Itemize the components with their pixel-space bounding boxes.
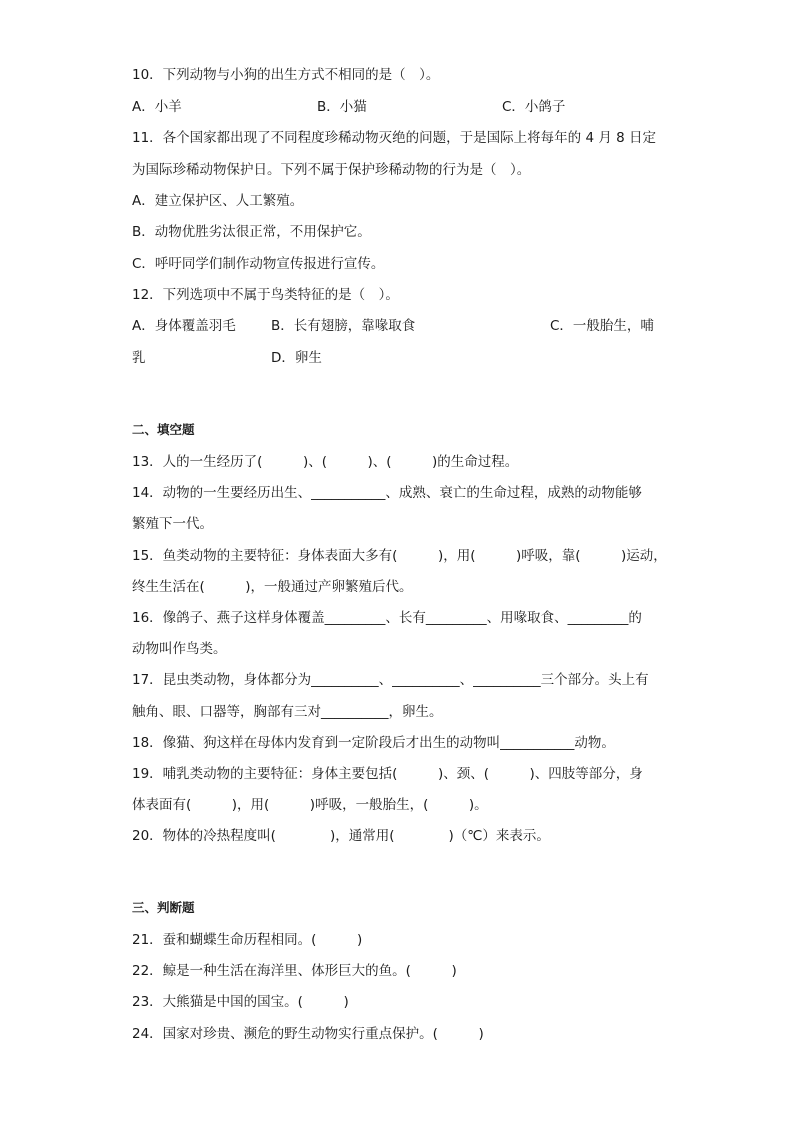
question-11-stem-line2: 为国际珍稀动物保护日。下列不属于保护珍稀动物的行为是（ ）。 [132,162,531,178]
question-11-option-a: A．建立保护区、人工繁殖。 [132,193,304,209]
option-b: B．小猫 [317,99,367,115]
question-15-line1: 15．鱼类动物的主要特征：身体表面大多有( )，用( )呼吸，靠( )运动， [132,548,667,564]
question-10-stem: 10．下列动物与小狗的出生方式不相同的是（ ）。 [132,67,440,83]
section-2-title: 二、填空题 [132,422,195,437]
question-17-line2: 触角、眼、口器等，胸部有三对__________，卵生。 [132,704,443,720]
question-13: 13．人的一生经历了( )、( )、( )的生命过程。 [132,454,519,470]
question-20: 20．物体的冷热程度叫( )，通常用( )（℃）来表示。 [132,828,550,844]
question-16-line1: 16．像鸽子、燕子这样身体覆盖_________、长有_________、用喙取食、_________的 [132,610,642,626]
option-c-continued: 乳 [132,350,146,366]
question-19-line1: 19．哺乳类动物的主要特征：身体主要包括( )、颈、( )、四肢等部分，身 [132,766,643,782]
question-19-line2: 体表面有( )，用( )呼吸，一般胎生，( )。 [132,797,488,813]
question-17-line1: 17．昆虫类动物，身体都分为__________、__________、__________三个部分。头上有 [132,672,649,688]
section-3-title: 三、判断题 [132,900,195,915]
option-b: B．长有翅膀，靠喙取食 [271,318,416,334]
question-18: 18．像猫、狗这样在母体内发育到一定阶段后才出生的动物叫___________动物。 [132,735,615,751]
question-12-stem: 12．下列选项中不属于鸟类特征的是（ ）。 [132,287,399,303]
question-22: 22．鲸是一种生活在海洋里、体形巨大的鱼。( ) [132,963,457,979]
question-15-line2: 终生生活在( )，一般通过产卵繁殖后代。 [132,579,413,595]
option-c: C．小鸽子 [502,99,566,115]
question-11-stem-line1: 11．各个国家都出现了不同程度珍稀动物灭绝的问题，于是国际上将每年的 4 月 8 日定 [132,130,657,146]
option-c: C．一般胎生，哺 [550,318,654,334]
question-14-line2: 繁殖下一代。 [132,516,213,532]
question-23: 23．大熊猫是中国的国宝。( ) [132,994,349,1010]
question-14-line1: 14．动物的一生要经历出生、___________、成熟、衰亡的生命过程，成熟的动物能够 [132,485,642,501]
option-a: A．小羊 [132,99,182,115]
option-a: A．身体覆盖羽毛 [132,318,236,334]
question-21: 21．蚕和蝴蝶生命历程相同。( ) [132,932,363,948]
question-11-option-c: C．呼吁同学们制作动物宣传报进行宣传。 [132,256,385,272]
question-24: 24．国家对珍贵、濒危的野生动物实行重点保护。( ) [132,1026,484,1042]
option-d: D．卵生 [271,350,322,366]
question-16-line2: 动物叫作鸟类。 [132,641,227,657]
question-11-option-b: B．动物优胜劣汰很正常，不用保护它。 [132,224,371,240]
